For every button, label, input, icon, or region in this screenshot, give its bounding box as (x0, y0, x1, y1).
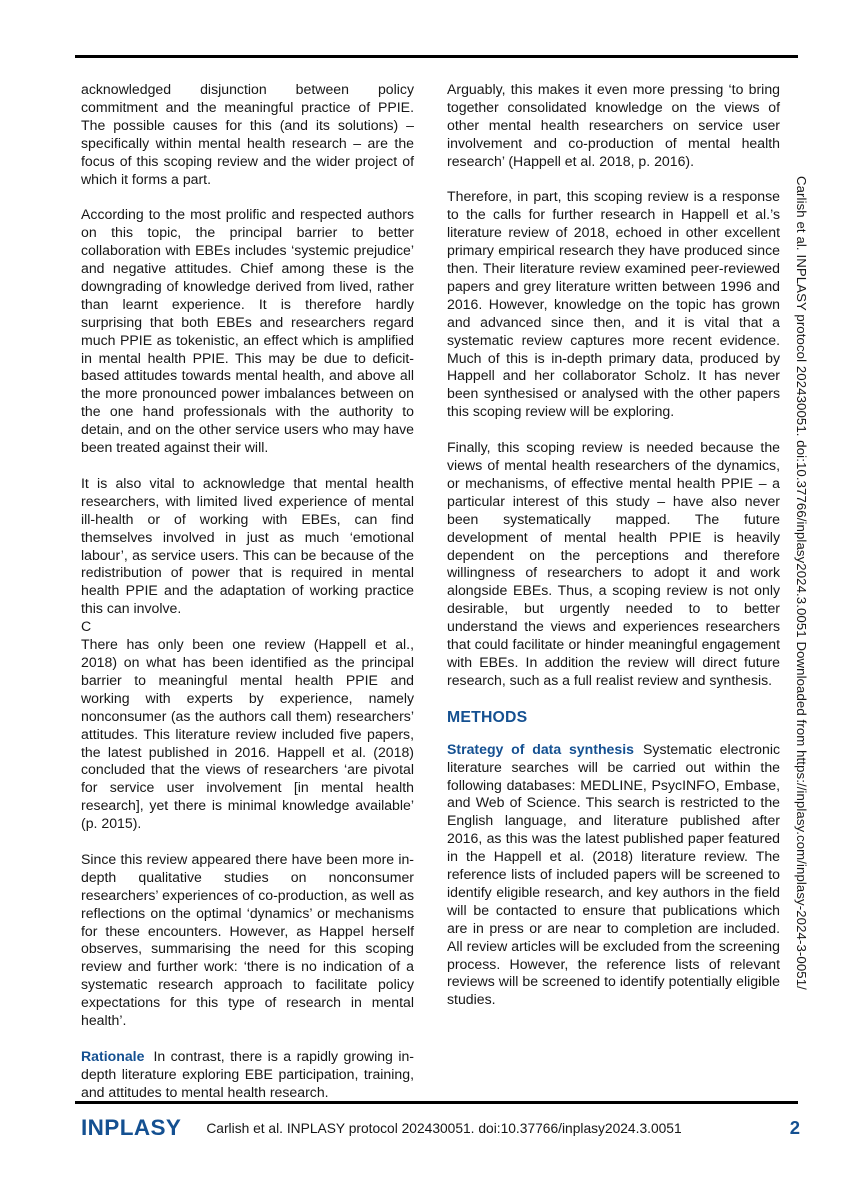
footer-rule (75, 1101, 798, 1104)
paragraph: Finally, this scoping review is needed because the views of mental health researchers of the dynamics, or mechanisms, of effective mental health PPIE – a particular interest of this study – have also never been systematically mapped. The future development of mental health PPIE is heavily dependent on the perceptions and therefore willingness of researchers to adopt it and work alongside EBEs. Thus, a scoping review is not only desirable, but urgently needed to to better understand the views and experiences researchers that could facilitate or hinder meaningful engagement with EBEs. In addition the review will direct future research, such as a full realist review and synthesis. (447, 439, 780, 688)
footer (81, 1110, 800, 1146)
paragraph: There has only been one review (Happell et al., 2018) on what has been identified as the principal barrier to meaningful mental health PPIE and working with experts by experience, namely nonconsumer (as the authors call them) researchers’ attitudes. This literature review included five papers, the latest published in 2016. Happell et al. (2018) concluded that the views of researchers ‘are pivotal for service user involvement [in mental health research], yet there is minimal knowledge available’ (p. 2015). (81, 636, 414, 832)
top-rule (75, 55, 798, 58)
orphan-line: C (81, 618, 92, 635)
page-number: 2 (789, 1117, 800, 1138)
strategy-paragraph (447, 741, 780, 1010)
two-column-body (81, 81, 780, 1102)
paragraph: Therefore, in part, this scoping review is a response to the calls for further research in Happell et al.’s literature review of 2018, echoed in other excellent primary empirical research they have produced since then. Their literature review examined peer-reviewed papers and grey literature written between 1996 and 2016. However, knowledge on the topic has grown and advanced since then, and it is vital that a systematic review captures more recent evidence. Much of this is in-depth primary data, produced by Happell and her collaborator Scholz. It has never been synthesised or analysed with the other papers this scoping review will be exploring. (447, 188, 780, 420)
paragraph-text: Systematic electronic literature searches will be carried out within the following databases: MEDLINE, PsycINFO, Embase, and Web of Science. This search is restricted to the English language, and literature published after 2016, as this was the latest published paper featured in the Happell et al. (2018) literature review. The reference lists of included papers will be screened to identify eligible research, and key authors in the field will be contacted to ensure that publications which are in press or are near to completion are included. All review articles will be excluded from the screening process. However, the reference lists of relevant reviews will be screened to identify potentially eligible studies. (447, 740, 781, 1008)
paragraph: According to the most prolific and respected authors on this topic, the principal barrier to better collaboration with EBEs includes ‘systemic prejudice’ and negative attitudes. Chief among these is the downgrading of knowledge derived from lived, rather than learnt experience. It is therefore hardly surprising that both EBEs and researchers regard much PPIE as tokenistic, an effect which is amplified in mental health PPIE. This may be due to deficit-based attitudes towards mental health, and above all the more pronounced power imbalances between on the one hand professionals with the authority to detain, and on the other service users who may have been treated against their will. (81, 206, 414, 456)
right-column (447, 81, 780, 1102)
footer-citation: Carlish et al. INPLASY protocol 202430051. doi:10.37766/inplasy2024.3.0051 (206, 1120, 682, 1136)
paragraph: acknowledged disjunction between policy commitment and the meaningful practice of PPIE. The possible causes for this (and its solutions) – specifically within mental health research – are the focus of this scoping review and the wider project of which it forms a part. (81, 81, 414, 187)
inplasy-logo: INPLASY (81, 1115, 182, 1140)
rationale-label: Rationale (81, 1047, 145, 1064)
strategy-label: Strategy of data synthesis (447, 740, 634, 757)
rationale-paragraph (81, 1048, 414, 1102)
methods-heading: METHODS (447, 708, 528, 726)
left-column (81, 81, 414, 1102)
sidebar-citation: Carlish et al. INPLASY protocol 202430051. doi:10.37766/inplasy2024.3.0051 Downloaded from https://inplasy.com/inplasy-2024-3-0051/ (794, 176, 809, 990)
paragraph: Arguably, this makes it even more pressing ‘to bring together consolidated knowledge on the views of other mental health researchers on service user involvement and co-production of mental health research’ (Happell et al. 2018, p. 2016). (447, 81, 780, 169)
paragraph: Since this review appeared there have been more in-depth qualitative studies on nonconsumer researchers’ experiences of co-production, as well as reflections on the optimal ‘dynamics’ or mechanisms for these encounters. However, as Happel herself observes, summarising the need for this scoping review and further work: ‘there is no indication of a systematic research approach to facilitate policy expectations for this type of research in mental health’. (81, 850, 414, 1029)
paragraph: It is also vital to acknowledge that mental health researchers, with limited lived experience of mental ill-health or of working with EBEs, can find themselves involved in just as much ‘emotional labour’, as service users. This can be because of the redistribution of power that is required in mental health PPIE and the adaptation of working practice this can involve. (81, 474, 414, 617)
paragraph-text: In contrast, there is a rapidly growing in-depth literature exploring EBE participation, training, and attitudes to mental health research. (81, 1047, 414, 1100)
